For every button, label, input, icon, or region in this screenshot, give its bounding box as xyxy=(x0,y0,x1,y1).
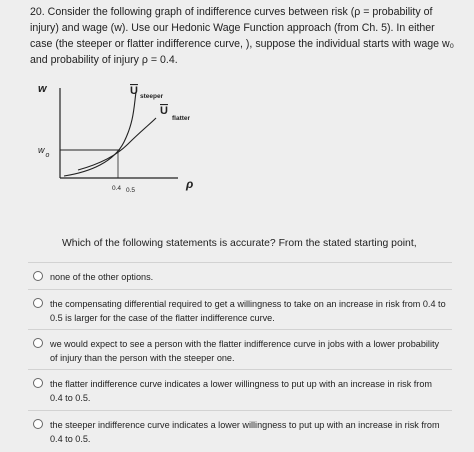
option-flatter-lower-probability[interactable] xyxy=(28,329,452,369)
w0-label: $w_o$ xyxy=(38,145,50,159)
tick-label-05: 0.5 xyxy=(126,187,136,194)
option-compensating-differential[interactable] xyxy=(28,289,452,329)
flatter-label: flatter xyxy=(172,115,191,122)
prompt-text: Which of the following statements is accurate? From the stated starting point, xyxy=(62,238,417,249)
radio-button[interactable] xyxy=(33,271,43,281)
x-axis-label: ρ xyxy=(186,177,194,191)
radio-button[interactable] xyxy=(33,338,43,348)
steeper-symbol: U xyxy=(130,85,138,97)
option-label: we would expect to see a person with the flatter indifference curve in jobs with a lower probability of injury than the person with the steeper one. xyxy=(50,339,440,363)
y-axis-label: w xyxy=(38,83,47,95)
answer-options xyxy=(28,262,452,452)
option-label: the steeper indifference curve indicates a lower willingness to put up with an increase in risk from 0.4 to 0.5. xyxy=(50,420,440,444)
radio-button[interactable] xyxy=(33,298,43,308)
option-label: the compensating differential required to get a willingness to take on an increase in risk from 0.4 to 0.5 is larger for the case of the flatter indifference curve. xyxy=(50,299,446,323)
radio-button[interactable] xyxy=(33,378,43,388)
flatter-symbol: U xyxy=(160,105,168,117)
option-label: the flatter indifference curve indicates a lower willingness to put up with an increase in risk from 0.4 to 0.5. xyxy=(50,379,432,403)
steeper-curve xyxy=(64,92,136,176)
option-flatter-lower-willingness[interactable] xyxy=(28,369,452,410)
steeper-label: steeper xyxy=(140,93,164,100)
tick-label-04: 0.4 xyxy=(112,185,122,192)
option-label: none of the other options. xyxy=(50,272,154,282)
flatter-curve xyxy=(78,118,156,170)
indifference-curve-graph xyxy=(28,80,218,198)
option-none-of-the-other[interactable] xyxy=(28,262,452,289)
question-text: 20. Consider the following graph of indifference curves between risk (ρ = probability of injury) and wage (w). Use our Hedonic Wage Function approach (from Ch. 5). In either case (the steeper or flatter indifference curve, ), suppose the individual starts with wage w₀ and probability of injury ρ = 0.4. xyxy=(30,6,455,66)
radio-button[interactable] xyxy=(33,419,43,429)
